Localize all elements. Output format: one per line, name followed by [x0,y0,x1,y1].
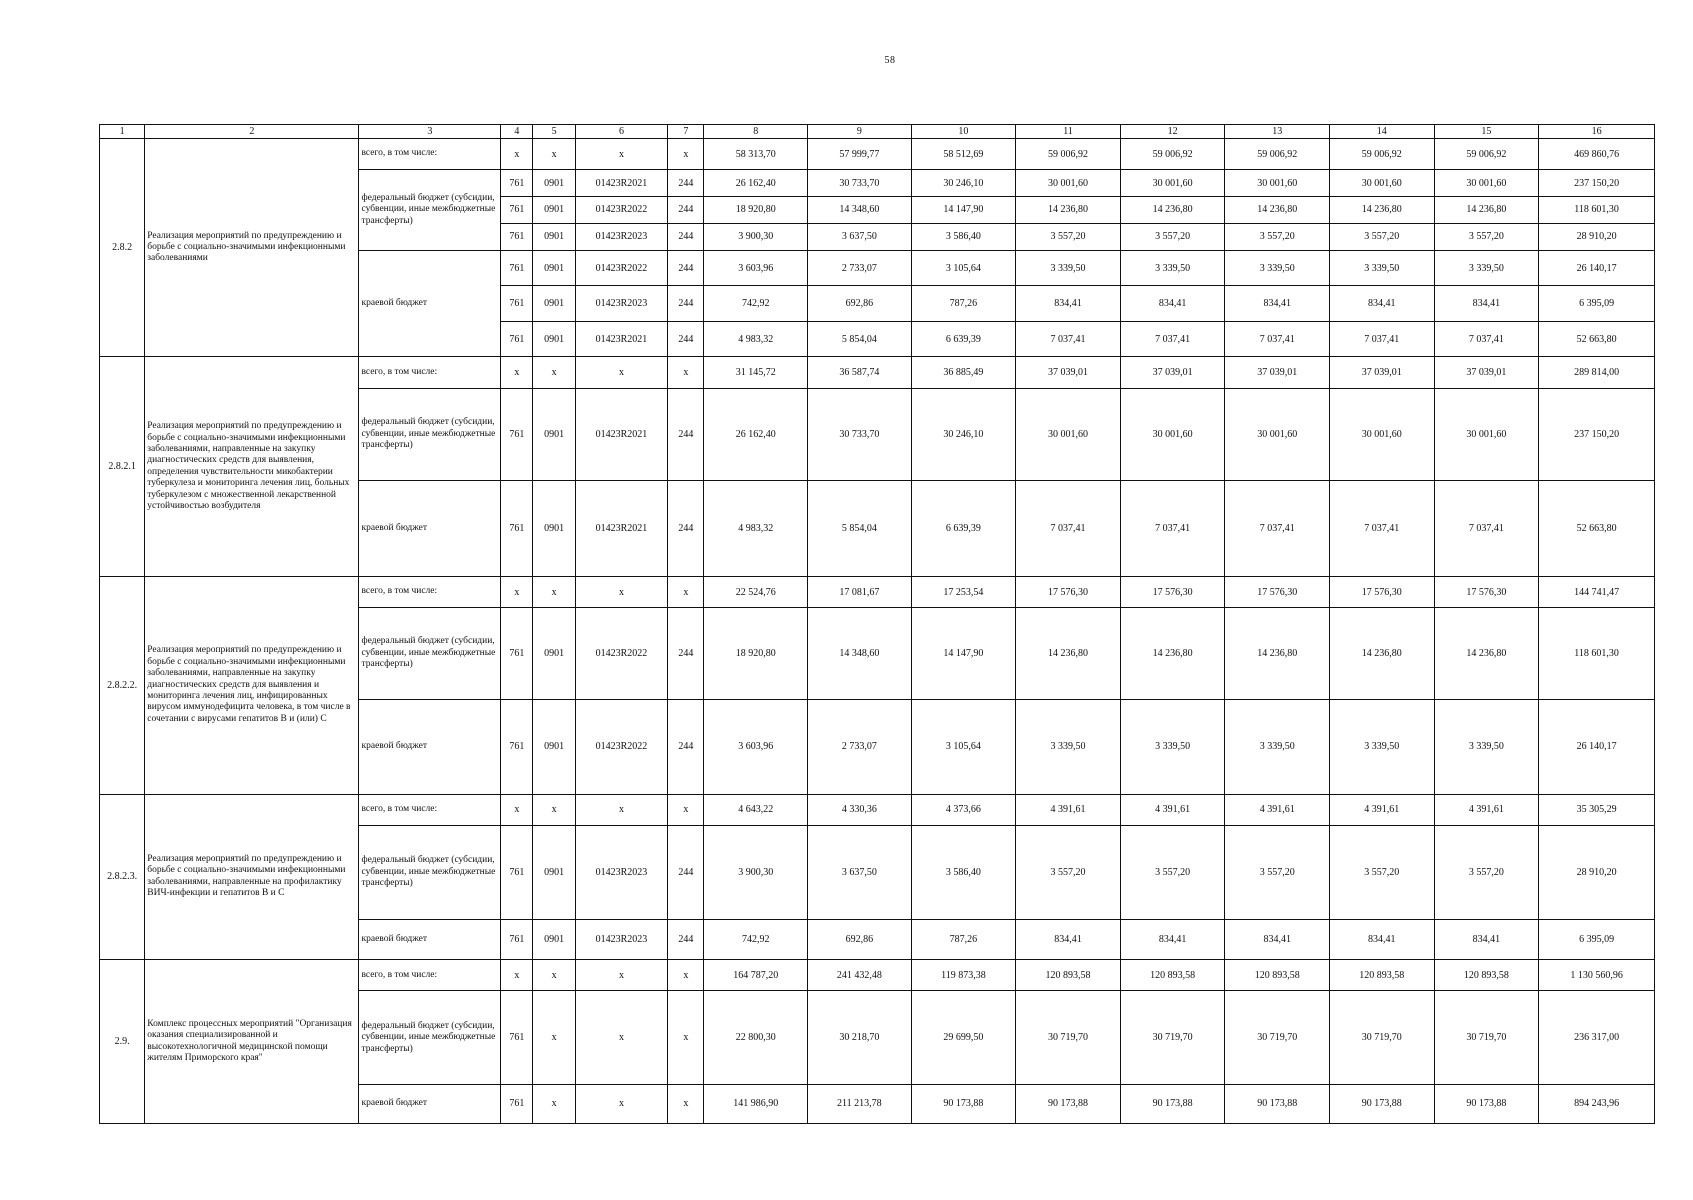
expense-type-code: 244 [668,481,704,577]
section-subsection-code: 0901 [533,170,575,197]
year-value: 7 037,41 [1120,321,1225,357]
year-value: 3 339,50 [1225,699,1330,794]
year-value: 30 719,70 [1120,991,1225,1085]
funding-source: федеральный бюджет (субсидии, субвенции, иные межбюджетные трансферты) [359,608,501,700]
target-article-code: 01423R2021 [575,388,668,481]
total-value: 52 663,80 [1539,321,1655,357]
year-value: 3 603,96 [704,699,808,794]
year-value: 3 557,20 [1330,224,1435,251]
section-subsection-code: 0901 [533,825,575,920]
page-number: 58 [884,55,896,66]
ministry-code: 761 [501,250,533,286]
funding-source: федеральный бюджет (субсидии, субвенции, иные межбюджетные трансферты) [359,991,501,1085]
funding-source: всего, в том числе: [359,577,501,608]
column-header: 5 [533,125,575,139]
section-description: Реализация мероприятий по предупреждению и борьбе с социально-значимыми инфекционными заболеваниями [145,138,359,356]
column-header: 13 [1225,125,1330,139]
expense-type-code: x [668,1085,704,1124]
ministry-code: 761 [501,920,533,960]
year-value: 3 105,64 [911,250,1016,286]
year-value: 742,92 [704,920,808,960]
year-value: 22 800,30 [704,991,808,1085]
column-header: 14 [1330,125,1435,139]
year-value: 3 586,40 [911,825,1016,920]
ministry-code: x [501,794,533,825]
year-value: 3 557,20 [1330,825,1435,920]
year-value: 30 218,70 [808,991,912,1085]
year-value: 2 733,07 [808,699,912,794]
ministry-code: x [501,577,533,608]
expense-type-code: 244 [668,699,704,794]
target-article-code: x [575,138,668,169]
ministry-code: 761 [501,197,533,224]
year-value: 164 787,20 [704,960,808,991]
year-value: 30 733,70 [808,170,912,197]
year-value: 18 920,80 [704,608,808,700]
total-value: 26 140,17 [1539,699,1655,794]
section-description: Реализация мероприятий по предупреждению и борьбе с социально-значимыми инфекционными заболеваниями, направленные на закупку диагностических средств для выявления и мониторинга лечения лиц, инфицированных вирусом иммунодефицита человека, в том числе в сочетании с вирусами гепатитов В и (или) С [145,577,359,794]
funding-source: краевой бюджет [359,699,501,794]
year-value: 2 733,07 [808,250,912,286]
target-article-code: x [575,991,668,1085]
year-value: 7 037,41 [1434,321,1539,357]
year-value: 692,86 [808,920,912,960]
target-article-code: 01423R2021 [575,481,668,577]
ministry-code: x [501,960,533,991]
year-value: 29 699,50 [911,991,1016,1085]
ministry-code: 761 [501,170,533,197]
year-value: 26 162,40 [704,388,808,481]
funding-source: краевой бюджет [359,250,501,357]
year-value: 17 576,30 [1120,577,1225,608]
ministry-code: x [501,138,533,169]
year-value: 17 576,30 [1225,577,1330,608]
year-value: 57 999,77 [808,138,912,169]
ministry-code: 761 [501,388,533,481]
year-value: 5 854,04 [808,321,912,357]
total-value: 6 395,09 [1539,920,1655,960]
total-value: 28 910,20 [1539,224,1655,251]
year-value: 3 339,50 [1225,250,1330,286]
column-header: 2 [145,125,359,139]
year-value: 7 037,41 [1330,321,1435,357]
funding-source: краевой бюджет [359,1085,501,1124]
year-value: 59 006,92 [1330,138,1435,169]
year-value: 14 236,80 [1016,197,1121,224]
section-subsection-code: 0901 [533,321,575,357]
year-value: 3 586,40 [911,224,1016,251]
total-value: 1 130 560,96 [1539,960,1655,991]
column-header: 10 [911,125,1016,139]
ministry-code: 761 [501,321,533,357]
section-subsection-code: 0901 [533,920,575,960]
year-value: 58 313,70 [704,138,808,169]
year-value: 742,92 [704,286,808,322]
year-value: 4 391,61 [1330,794,1435,825]
year-value: 787,26 [911,286,1016,322]
expense-type-code: 244 [668,825,704,920]
year-value: 834,41 [1225,286,1330,322]
section-subsection-code: x [533,794,575,825]
year-value: 17 253,54 [911,577,1016,608]
year-value: 30 719,70 [1016,991,1121,1085]
year-value: 141 986,90 [704,1085,808,1124]
section-description: Реализация мероприятий по предупреждению и борьбе с социально-значимыми инфекционными заболеваниями, направленные на профилактику ВИЧ-инфекции и гепатитов В и С [145,794,359,960]
target-article-code: x [575,577,668,608]
year-value: 36 587,74 [808,357,912,388]
year-value: 3 557,20 [1120,224,1225,251]
funding-source: всего, в том числе: [359,794,501,825]
year-value: 14 236,80 [1434,197,1539,224]
column-header: 7 [668,125,704,139]
target-article-code: 01423R2022 [575,699,668,794]
year-value: 30 001,60 [1120,388,1225,481]
year-value: 3 557,20 [1016,224,1121,251]
target-article-code: 01423R2022 [575,197,668,224]
year-value: 4 391,61 [1016,794,1121,825]
year-value: 14 147,90 [911,608,1016,700]
column-header: 8 [704,125,808,139]
year-value: 3 339,50 [1120,250,1225,286]
section-subsection-code: 0901 [533,481,575,577]
year-value: 120 893,58 [1434,960,1539,991]
year-value: 30 719,70 [1330,991,1435,1085]
funding-source: федеральный бюджет (субсидии, субвенции, иные межбюджетные трансферты) [359,170,501,251]
year-value: 90 173,88 [1120,1085,1225,1124]
section-description: Реализация мероприятий по предупреждению и борьбе с социально-значимыми инфекционными заболеваниями, направленные на закупку диагностических средств для выявления, определения чувствительности микобактерии туберкулеза и мониторинга лечения лиц, больных туберкулезом с множественной лекарственной устойчивостью возбудителя [145,357,359,577]
column-header: 15 [1434,125,1539,139]
year-value: 36 885,49 [911,357,1016,388]
ministry-code: 761 [501,286,533,322]
year-value: 26 162,40 [704,170,808,197]
expense-type-code: 244 [668,197,704,224]
total-value: 35 305,29 [1539,794,1655,825]
column-header: 11 [1016,125,1121,139]
year-value: 22 524,76 [704,577,808,608]
target-article-code: 01423R2023 [575,825,668,920]
total-value: 144 741,47 [1539,577,1655,608]
year-value: 4 330,36 [808,794,912,825]
total-value: 237 150,20 [1539,170,1655,197]
expense-type-code: x [668,357,704,388]
year-value: 834,41 [1330,920,1435,960]
year-value: 3 637,50 [808,825,912,920]
year-value: 7 037,41 [1016,481,1121,577]
year-value: 7 037,41 [1434,481,1539,577]
year-value: 3 603,96 [704,250,808,286]
year-value: 4 373,66 [911,794,1016,825]
year-value: 120 893,58 [1330,960,1435,991]
total-value: 52 663,80 [1539,481,1655,577]
section-subsection-code: x [533,357,575,388]
year-value: 7 037,41 [1225,321,1330,357]
section-subsection-code: 0901 [533,699,575,794]
ministry-code: 761 [501,991,533,1085]
year-value: 834,41 [1434,920,1539,960]
year-value: 30 001,60 [1120,170,1225,197]
target-article-code: 01423R2023 [575,224,668,251]
section-subsection-code: x [533,1085,575,1124]
year-value: 37 039,01 [1120,357,1225,388]
total-value: 237 150,20 [1539,388,1655,481]
year-value: 3 557,20 [1225,224,1330,251]
total-value: 289 814,00 [1539,357,1655,388]
expense-type-code: 244 [668,224,704,251]
year-value: 37 039,01 [1225,357,1330,388]
ministry-code: 761 [501,224,533,251]
target-article-code: 01423R2022 [575,608,668,700]
section-description: Комплекс процессных мероприятий "Организация оказания специализированной и высокотехнологичной медицинской помощи жителям Приморского края" [145,960,359,1124]
year-value: 3 105,64 [911,699,1016,794]
year-value: 59 006,92 [1225,138,1330,169]
year-value: 14 236,80 [1120,608,1225,700]
year-value: 14 236,80 [1330,197,1435,224]
total-value: 118 601,30 [1539,608,1655,700]
year-value: 834,41 [1120,920,1225,960]
section-subsection-code: x [533,577,575,608]
year-value: 37 039,01 [1434,357,1539,388]
header-row [100,125,1655,139]
target-article-code: x [575,960,668,991]
table-row [100,794,1655,825]
total-value: 6 395,09 [1539,286,1655,322]
year-value: 14 236,80 [1016,608,1121,700]
section-code: 2.9. [100,960,145,1124]
table-row [100,577,1655,608]
total-value: 894 243,96 [1539,1085,1655,1124]
expense-type-code: x [668,794,704,825]
target-article-code: 01423R2021 [575,170,668,197]
section-code: 2.8.2.1 [100,357,145,577]
total-value: 28 910,20 [1539,825,1655,920]
year-value: 7 037,41 [1120,481,1225,577]
year-value: 59 006,92 [1016,138,1121,169]
year-value: 7 037,41 [1016,321,1121,357]
year-value: 18 920,80 [704,197,808,224]
year-value: 4 983,32 [704,481,808,577]
year-value: 4 391,61 [1120,794,1225,825]
year-value: 30 719,70 [1434,991,1539,1085]
year-value: 7 037,41 [1225,481,1330,577]
target-article-code: 01423R2023 [575,920,668,960]
year-value: 3 557,20 [1434,825,1539,920]
ministry-code: 761 [501,1085,533,1124]
expense-type-code: x [668,991,704,1085]
year-value: 30 001,60 [1330,388,1435,481]
expense-type-code: 244 [668,608,704,700]
year-value: 4 391,61 [1225,794,1330,825]
year-value: 30 001,60 [1330,170,1435,197]
year-value: 30 001,60 [1434,388,1539,481]
year-value: 6 639,39 [911,321,1016,357]
expense-type-code: x [668,138,704,169]
column-header: 6 [575,125,668,139]
year-value: 834,41 [1434,286,1539,322]
year-value: 3 339,50 [1434,699,1539,794]
year-value: 3 900,30 [704,825,808,920]
funding-source: краевой бюджет [359,920,501,960]
column-header: 4 [501,125,533,139]
year-value: 3 339,50 [1016,250,1121,286]
funding-source: федеральный бюджет (субсидии, субвенции, иные межбюджетные трансферты) [359,388,501,481]
funding-source: всего, в том числе: [359,357,501,388]
year-value: 90 173,88 [911,1085,1016,1124]
expense-type-code: 244 [668,286,704,322]
year-value: 5 854,04 [808,481,912,577]
year-value: 834,41 [1225,920,1330,960]
year-value: 58 512,69 [911,138,1016,169]
year-value: 787,26 [911,920,1016,960]
year-value: 14 236,80 [1434,608,1539,700]
table-row [100,357,1655,388]
year-value: 6 639,39 [911,481,1016,577]
section-subsection-code: 0901 [533,608,575,700]
year-value: 3 557,20 [1225,825,1330,920]
section-code: 2.8.2 [100,138,145,356]
table-row [100,960,1655,991]
section-subsection-code: 0901 [533,224,575,251]
section-subsection-code: 0901 [533,388,575,481]
expense-type-code: 244 [668,321,704,357]
year-value: 59 006,92 [1120,138,1225,169]
target-article-code: x [575,794,668,825]
year-value: 30 001,60 [1434,170,1539,197]
year-value: 90 173,88 [1225,1085,1330,1124]
year-value: 14 236,80 [1120,197,1225,224]
section-subsection-code: 0901 [533,286,575,322]
column-header: 12 [1120,125,1225,139]
year-value: 31 145,72 [704,357,808,388]
ministry-code: 761 [501,825,533,920]
year-value: 4 391,61 [1434,794,1539,825]
year-value: 30 246,10 [911,170,1016,197]
year-value: 17 576,30 [1016,577,1121,608]
year-value: 3 557,20 [1434,224,1539,251]
target-article-code: 01423R2023 [575,286,668,322]
year-value: 30 733,70 [808,388,912,481]
funding-source: краевой бюджет [359,481,501,577]
table-row [100,138,1655,169]
expense-type-code: x [668,577,704,608]
ministry-code: 761 [501,608,533,700]
year-value: 120 893,58 [1120,960,1225,991]
year-value: 834,41 [1016,286,1121,322]
expense-type-code: 244 [668,920,704,960]
year-value: 90 173,88 [1330,1085,1435,1124]
expense-type-code: 244 [668,250,704,286]
expense-type-code: x [668,960,704,991]
target-article-code: 01423R2022 [575,250,668,286]
year-value: 90 173,88 [1434,1085,1539,1124]
year-value: 120 893,58 [1225,960,1330,991]
year-value: 211 213,78 [808,1085,912,1124]
section-subsection-code: 0901 [533,250,575,286]
year-value: 3 339,50 [1434,250,1539,286]
year-value: 4 643,22 [704,794,808,825]
year-value: 3 900,30 [704,224,808,251]
year-value: 37 039,01 [1330,357,1435,388]
funding-source: всего, в том числе: [359,138,501,169]
year-value: 14 348,60 [808,197,912,224]
year-value: 30 001,60 [1016,170,1121,197]
year-value: 3 339,50 [1120,699,1225,794]
year-value: 90 173,88 [1016,1085,1121,1124]
section-code: 2.8.2.3. [100,794,145,960]
expense-type-code: 244 [668,170,704,197]
section-subsection-code: x [533,991,575,1085]
section-subsection-code: 0901 [533,197,575,224]
section-subsection-code: x [533,138,575,169]
total-value: 469 860,76 [1539,138,1655,169]
year-value: 834,41 [1016,920,1121,960]
year-value: 3 339,50 [1330,250,1435,286]
year-value: 30 001,60 [1016,388,1121,481]
target-article-code: 01423R2021 [575,321,668,357]
year-value: 17 081,67 [808,577,912,608]
year-value: 30 001,60 [1225,170,1330,197]
column-header: 1 [100,125,145,139]
year-value: 7 037,41 [1330,481,1435,577]
year-value: 14 236,80 [1225,197,1330,224]
total-value: 118 601,30 [1539,197,1655,224]
funding-source: федеральный бюджет (субсидии, субвенции, иные межбюджетные трансферты) [359,825,501,920]
year-value: 120 893,58 [1016,960,1121,991]
year-value: 17 576,30 [1330,577,1435,608]
target-article-code: x [575,357,668,388]
year-value: 241 432,48 [808,960,912,991]
budget-table [99,124,1655,1124]
ministry-code: x [501,357,533,388]
year-value: 59 006,92 [1434,138,1539,169]
ministry-code: 761 [501,481,533,577]
year-value: 3 339,50 [1016,699,1121,794]
year-value: 14 236,80 [1225,608,1330,700]
year-value: 119 873,38 [911,960,1016,991]
funding-source: всего, в том числе: [359,960,501,991]
section-code: 2.8.2.2. [100,577,145,794]
year-value: 834,41 [1330,286,1435,322]
column-header: 3 [359,125,501,139]
year-value: 14 236,80 [1330,608,1435,700]
year-value: 17 576,30 [1434,577,1539,608]
column-header: 16 [1539,125,1655,139]
year-value: 3 637,50 [808,224,912,251]
year-value: 692,86 [808,286,912,322]
section-subsection-code: x [533,960,575,991]
ministry-code: 761 [501,699,533,794]
total-value: 236 317,00 [1539,991,1655,1085]
year-value: 4 983,32 [704,321,808,357]
target-article-code: x [575,1085,668,1124]
year-value: 834,41 [1120,286,1225,322]
year-value: 30 246,10 [911,388,1016,481]
year-value: 3 557,20 [1016,825,1121,920]
year-value: 37 039,01 [1016,357,1121,388]
expense-type-code: 244 [668,388,704,481]
year-value: 14 147,90 [911,197,1016,224]
total-value: 26 140,17 [1539,250,1655,286]
year-value: 30 001,60 [1225,388,1330,481]
year-value: 14 348,60 [808,608,912,700]
year-value: 3 339,50 [1330,699,1435,794]
column-header: 9 [808,125,912,139]
year-value: 3 557,20 [1120,825,1225,920]
year-value: 30 719,70 [1225,991,1330,1085]
